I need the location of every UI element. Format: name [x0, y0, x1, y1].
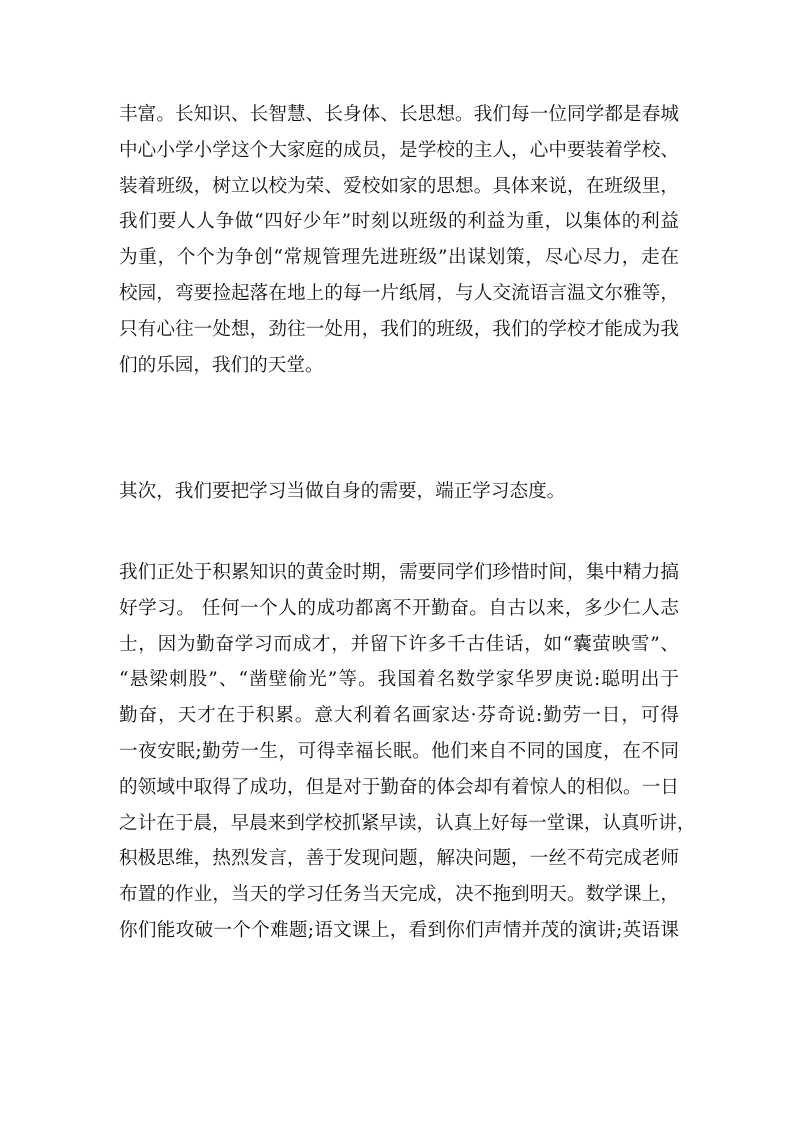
text-line: 我们正处于积累知识的黄金时期，需要同学们珍惜时间，集中精力搞 — [119, 562, 679, 583]
paragraph-school-pride — [119, 97, 679, 383]
text-line: 士，因为勤奋学习而成才，并留下许多千古佳话，如“囊萤映雪”、 — [119, 633, 679, 655]
text-line: 好学习。 任何一个人的成功都离不开勤奋。自古以来，多少仁人志 — [119, 597, 679, 619]
text-line: 积极思维，热烈发言，善于发现问题，解决问题，一丝不苟完成老师 — [119, 848, 679, 870]
text-line: 装着班级，树立以校为荣、爱校如家的思想。具体来说，在班级里， — [119, 175, 679, 197]
text-line: 的领域中取得了成功，但是对于勤奋的体会却有着惊人的相似。一日 — [119, 776, 679, 798]
text-line: 丰富。长知识、长智慧、长身体、长思想。我们每一位同学都是春城 — [119, 104, 679, 125]
text-line: 中心小学小学这个大家庭的成员，是学校的主人，心中要装着学校、 — [119, 139, 679, 161]
text-line: 之计在于晨，早晨来到学校抓紧早读，认真上好每一堂课，认真听讲， — [119, 812, 696, 834]
text-line: “悬梁刺股”、“凿壁偷光”等。我国着名数学家华罗庚说:聪明出于 — [119, 669, 679, 691]
text-line: 只有心往一处想，劲往一处用，我们的班级，我们的学校才能成为我 — [119, 318, 679, 340]
paragraph-diligence — [119, 555, 696, 949]
text-line: 其次，我们要把学习当做自身的需要，端正学习态度。 — [119, 481, 566, 502]
paragraph-study-attitude — [119, 474, 679, 510]
text-line: 勤奋，天才在于积累。意大利着名画家达·芬奇说:勤劳一日，可得 — [119, 705, 679, 727]
text-line: 我们要人人争做“四好少年”时刻以班级的利益为重，以集体的利益 — [119, 211, 679, 233]
text-line: 为重，个个为争创“常规管理先进班级”出谋划策，尽心尽力，走在 — [119, 247, 679, 269]
text-line: 一夜安眠;勤劳一生，可得幸福长眠。他们来自不同的国度，在不同 — [119, 740, 679, 762]
text-line: 校园，弯要捡起落在地上的每一片纸屑，与人交流语言温文尔雅等， — [119, 282, 679, 304]
text-line: 布置的作业，当天的学习任务当天完成，决不拖到明天。数学课上， — [119, 884, 679, 906]
text-line: 们的乐园，我们的天堂。 — [119, 354, 324, 376]
text-line: 你们能攻破一个个难题;语文课上，看到你们声情并茂的演讲;英语课 — [119, 919, 679, 941]
